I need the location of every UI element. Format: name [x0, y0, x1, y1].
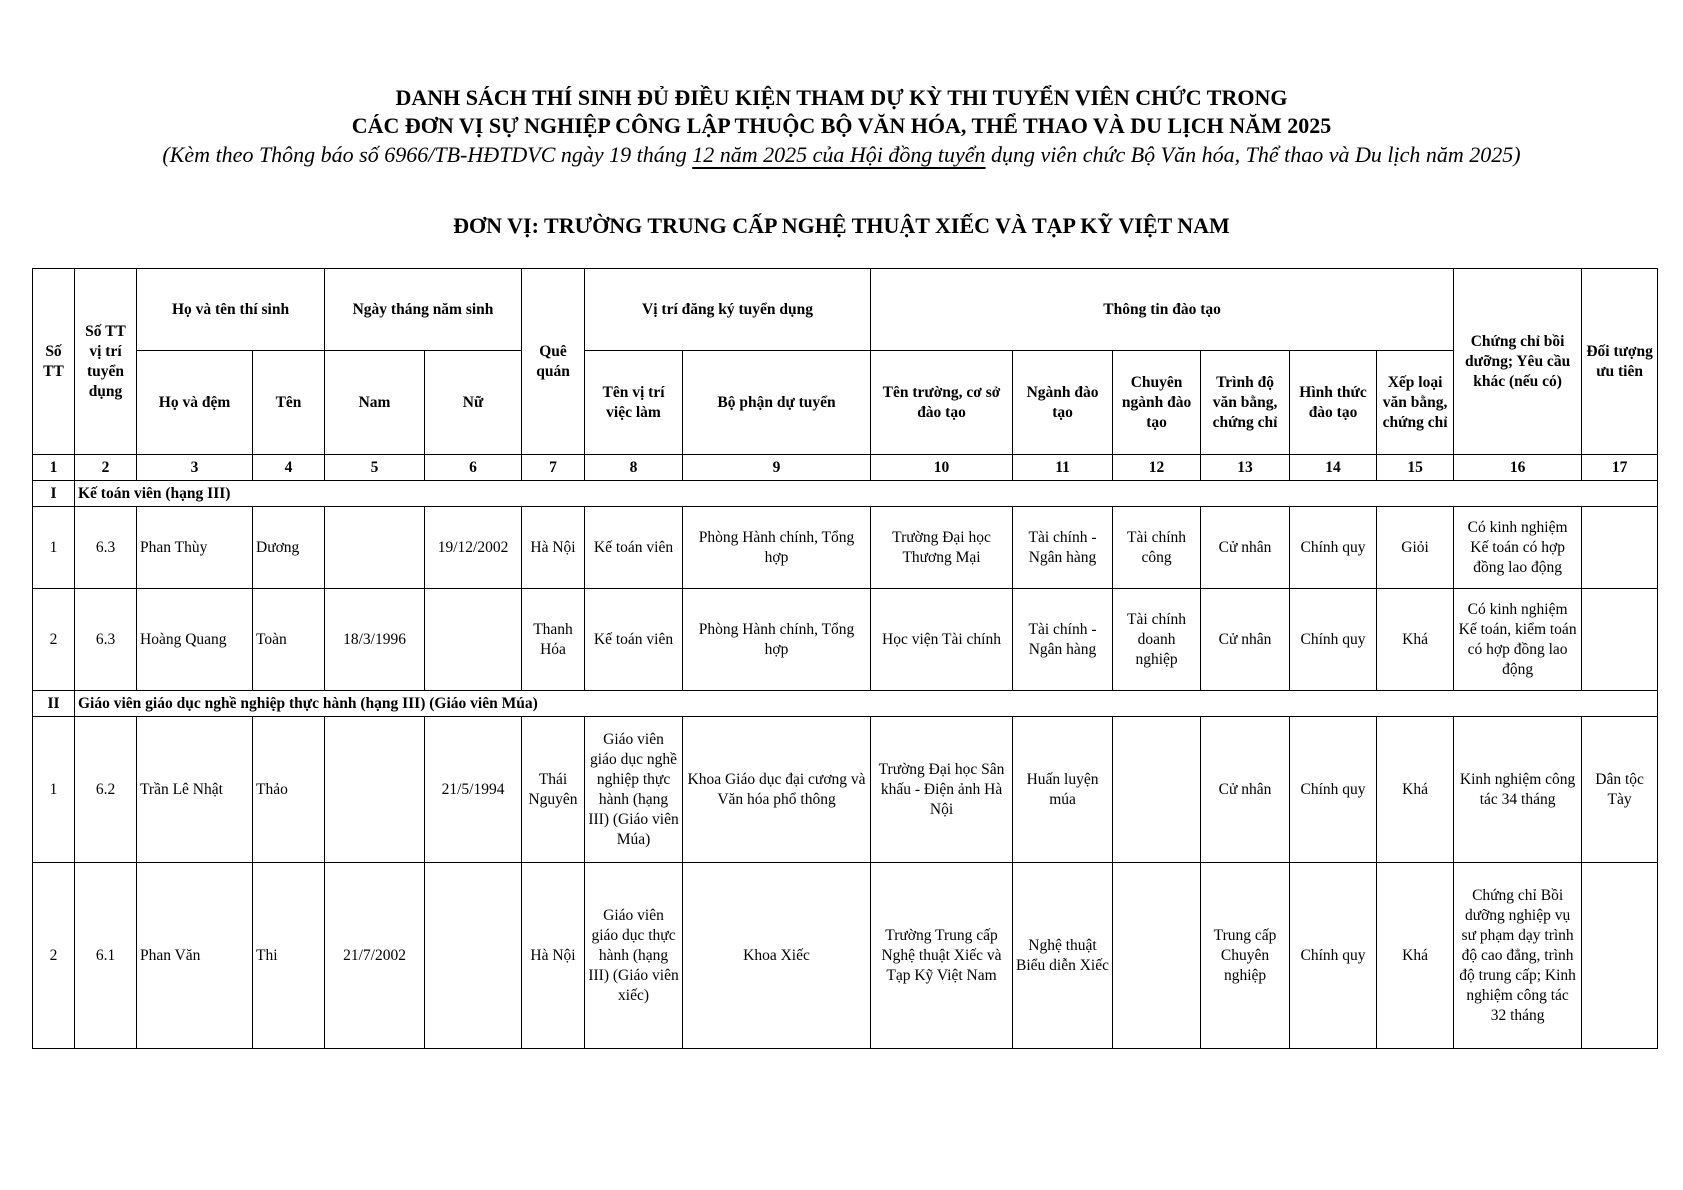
- table-cell: Khá: [1377, 863, 1454, 1049]
- table-cell: 1: [33, 507, 75, 589]
- table-cell: Phan Thùy: [137, 507, 253, 589]
- table-cell: Khá: [1377, 589, 1454, 691]
- section-number: II: [33, 691, 75, 717]
- table-cell: Tài chính - Ngân hàng: [1013, 507, 1113, 589]
- header-ten: Tên: [253, 351, 325, 455]
- table-cell: Khá: [1377, 717, 1454, 863]
- table-cell: Dương: [253, 507, 325, 589]
- table-cell: Dân tộc Tày: [1582, 717, 1658, 863]
- table-cell: Thái Nguyên: [522, 717, 585, 863]
- table-cell: 6.3: [75, 589, 137, 691]
- table-cell: Tài chính công: [1113, 507, 1201, 589]
- column-number: 6: [425, 455, 522, 481]
- header-hoten: Họ và tên thí sinh: [137, 269, 325, 351]
- column-number: 13: [1201, 455, 1290, 481]
- table-cell: 6.1: [75, 863, 137, 1049]
- header-truong: Tên trường, cơ sở đào tạo: [871, 351, 1013, 455]
- table-cell: Hà Nội: [522, 863, 585, 1049]
- header-tenvitri: Tên vị trí việc làm: [585, 351, 683, 455]
- column-number: 2: [75, 455, 137, 481]
- header-nganh: Ngành đào tạo: [1013, 351, 1113, 455]
- table-cell: Phòng Hành chính, Tổng hợp: [683, 507, 871, 589]
- header-bophan: Bộ phận dự tuyển: [683, 351, 871, 455]
- table-cell: Chứng chỉ Bồi dưỡng nghiệp vụ sư phạm dạy trình độ cao đẳng, trình độ trung cấp; Kinh nghiệm công tác 32 tháng: [1454, 863, 1582, 1049]
- table-cell: Kinh nghiệm công tác 34 tháng: [1454, 717, 1582, 863]
- table-cell: Chính quy: [1290, 717, 1377, 863]
- table-cell: [1113, 717, 1201, 863]
- section-title: Kế toán viên (hạng III): [75, 481, 1658, 507]
- table-cell: Chính quy: [1290, 863, 1377, 1049]
- table-cell: Phan Văn: [137, 863, 253, 1049]
- column-number: 11: [1013, 455, 1113, 481]
- table-cell: 2: [33, 589, 75, 691]
- table-cell: Kế toán viên: [585, 589, 683, 691]
- table-cell: 21/5/1994: [425, 717, 522, 863]
- header-xeploai: Xếp loại văn bằng, chứng chỉ: [1377, 351, 1454, 455]
- column-number: 16: [1454, 455, 1582, 481]
- table-cell: [1582, 589, 1658, 691]
- table-cell: 18/3/1996: [325, 589, 425, 691]
- table-cell: Khoa Giáo dục đại cương và Văn hóa phổ thông: [683, 717, 871, 863]
- subtitle-part-a: (Kèm theo Thông báo số 6966/TB-HĐTDVC ngày 19 tháng: [162, 142, 693, 167]
- table-row: [33, 717, 1658, 863]
- header-doituong: Đối tượng ưu tiên: [1582, 269, 1658, 455]
- table-cell: Cử nhân: [1201, 717, 1290, 863]
- column-number: 14: [1290, 455, 1377, 481]
- table-cell: Cử nhân: [1201, 507, 1290, 589]
- table-cell: [1582, 507, 1658, 589]
- table-cell: Giỏi: [1377, 507, 1454, 589]
- document-header: [0, 84, 1683, 170]
- table-cell: Giáo viên giáo dục thực hành (hạng III) (Giáo viên xiếc): [585, 863, 683, 1049]
- header-stt-vitri: Số TT vị trí tuyển dụng: [75, 269, 137, 455]
- header-hodem: Họ và đệm: [137, 351, 253, 455]
- header-nu: Nữ: [425, 351, 522, 455]
- table-cell: [425, 863, 522, 1049]
- column-number: 8: [585, 455, 683, 481]
- table-cell: Giáo viên giáo dục nghề nghiệp thực hành (hạng III) (Giáo viên Múa): [585, 717, 683, 863]
- column-number: 12: [1113, 455, 1201, 481]
- header-stt: Số TT: [33, 269, 75, 455]
- table-cell: [325, 507, 425, 589]
- title-line-1: DANH SÁCH THÍ SINH ĐỦ ĐIỀU KIỆN THAM DỰ KỲ THI TUYỂN VIÊN CHỨC TRONG: [395, 85, 1288, 110]
- table-cell: 6.3: [75, 507, 137, 589]
- table-cell: Chính quy: [1290, 589, 1377, 691]
- table-cell: Trường Đại học Thương Mại: [871, 507, 1013, 589]
- table-cell: 2: [33, 863, 75, 1049]
- table-cell: Phòng Hành chính, Tổng hợp: [683, 589, 871, 691]
- table-cell: Cử nhân: [1201, 589, 1290, 691]
- section-row: [33, 691, 1658, 717]
- header-nam: Nam: [325, 351, 425, 455]
- section-title: Giáo viên giáo dục nghề nghiệp thực hành (hạng III) (Giáo viên Múa): [75, 691, 1658, 717]
- header-vitri: Vị trí đăng ký tuyển dụng: [585, 269, 871, 351]
- column-number: 5: [325, 455, 425, 481]
- section-row: [33, 481, 1658, 507]
- column-number: 3: [137, 455, 253, 481]
- table-cell: Toàn: [253, 589, 325, 691]
- section-number: I: [33, 481, 75, 507]
- table-cell: Khoa Xiếc: [683, 863, 871, 1049]
- table-cell: [425, 589, 522, 691]
- table-cell: Có kinh nghiệm Kế toán có hợp đồng lao động: [1454, 507, 1582, 589]
- table-cell: Tài chính doanh nghiệp: [1113, 589, 1201, 691]
- candidate-table: [32, 268, 1658, 1049]
- table-cell: [1582, 863, 1658, 1049]
- header-daotao: Thông tin đào tạo: [871, 269, 1454, 351]
- column-number: 4: [253, 455, 325, 481]
- column-number: 15: [1377, 455, 1454, 481]
- table-row: [33, 589, 1658, 691]
- table-cell: [325, 717, 425, 863]
- table-cell: Nghệ thuật Biểu diễn Xiếc: [1013, 863, 1113, 1049]
- table-cell: 6.2: [75, 717, 137, 863]
- header-hinhthuc: Hình thức đào tạo: [1290, 351, 1377, 455]
- table-body: [33, 481, 1658, 1049]
- table-cell: 1: [33, 717, 75, 863]
- header-trinhdo: Trình độ văn bằng, chứng chỉ: [1201, 351, 1290, 455]
- table-cell: Trường Trung cấp Nghệ thuật Xiếc và Tạp Kỹ Việt Nam: [871, 863, 1013, 1049]
- table-header: [33, 269, 1658, 481]
- table-row: [33, 863, 1658, 1049]
- table-cell: Thanh Hóa: [522, 589, 585, 691]
- table-cell: Thảo: [253, 717, 325, 863]
- table-cell: Chính quy: [1290, 507, 1377, 589]
- column-number: 9: [683, 455, 871, 481]
- column-number: 17: [1582, 455, 1658, 481]
- table-cell: 19/12/2002: [425, 507, 522, 589]
- table-cell: Hoàng Quang: [137, 589, 253, 691]
- subtitle: [0, 140, 1683, 170]
- column-number: 7: [522, 455, 585, 481]
- header-quequan: Quê quán: [522, 269, 585, 455]
- subtitle-underlined-part: 12 năm 2025 của Hội đồng tuyển: [692, 142, 986, 167]
- subtitle-part-c: dụng viên chức Bộ Văn hóa, Thể thao và Du lịch năm 2025): [985, 142, 1521, 167]
- table-cell: Thi: [253, 863, 325, 1049]
- unit-title: ĐƠN VỊ: TRƯỜNG TRUNG CẤP NGHỆ THUẬT XIẾC VÀ TẠP KỸ VIỆT NAM: [453, 213, 1230, 238]
- table-cell: Trường Đại học Sân khấu - Điện ảnh Hà Nội: [871, 717, 1013, 863]
- header-chungchi: Chứng chỉ bồi dưỡng; Yêu cầu khác (nếu có): [1454, 269, 1582, 455]
- table-cell: 21/7/2002: [325, 863, 425, 1049]
- header-ngaysinh: Ngày tháng năm sinh: [325, 269, 522, 351]
- table-cell: Huấn luyện múa: [1013, 717, 1113, 863]
- table-cell: Hà Nội: [522, 507, 585, 589]
- table-cell: Trần Lê Nhật: [137, 717, 253, 863]
- table-cell: Trung cấp Chuyên nghiệp: [1201, 863, 1290, 1049]
- table-row: [33, 507, 1658, 589]
- table-cell: Tài chính - Ngân hàng: [1013, 589, 1113, 691]
- table-cell: Kế toán viên: [585, 507, 683, 589]
- title-line-2: CÁC ĐƠN VỊ SỰ NGHIỆP CÔNG LẬP THUỘC BỘ VĂN HÓA, THỂ THAO VÀ DU LỊCH NĂM 2025: [351, 113, 1332, 138]
- column-number-row: [33, 455, 1658, 481]
- column-number: 10: [871, 455, 1013, 481]
- table-cell: [1113, 863, 1201, 1049]
- column-number: 1: [33, 455, 75, 481]
- table-cell: Có kinh nghiệm Kế toán, kiểm toán có hợp đồng lao động: [1454, 589, 1582, 691]
- table-cell: Học viện Tài chính: [871, 589, 1013, 691]
- header-chuyennganh: Chuyên ngành đào tạo: [1113, 351, 1201, 455]
